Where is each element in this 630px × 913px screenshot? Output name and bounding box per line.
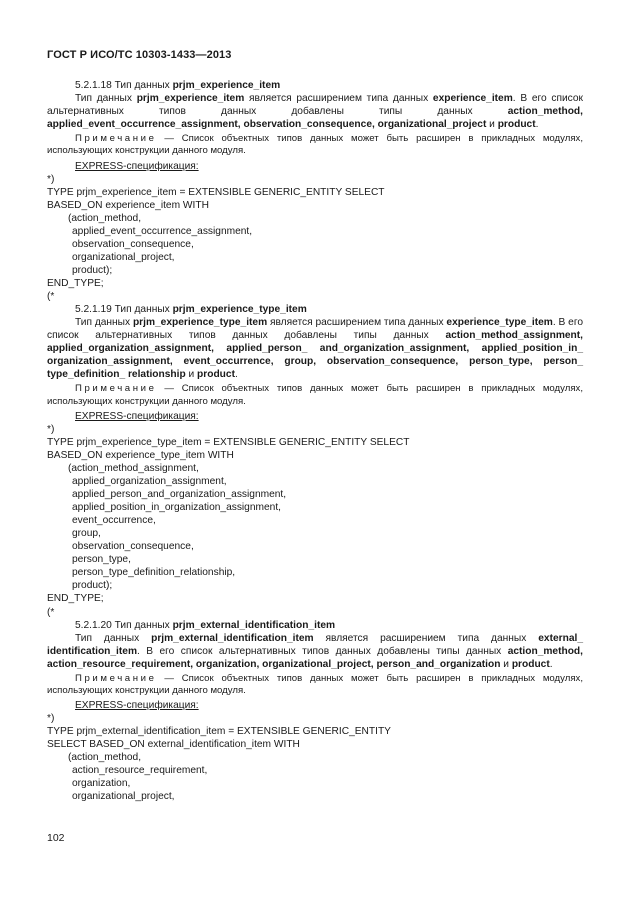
text-run: . В его список альтернативных типов данных добавлены типы данных: [47, 93, 583, 118]
bold-term: experience_item: [432, 93, 513, 105]
code-line: applied_position_in_organization_assignment,: [72, 502, 281, 514]
express-code-block: [47, 173, 583, 303]
note-label: Примечание: [75, 672, 157, 684]
bold-term: prjm_external_identification_item: [151, 632, 314, 644]
section-heading: [47, 79, 583, 92]
code-line: person_type,: [72, 554, 131, 566]
express-spec-label-text: EXPRESS-спецификация:: [75, 160, 199, 172]
document-header: ГОСТ Р ИСО/ТС 10303-1433—2013: [47, 49, 232, 61]
code-line: BASED_ON experience_type_item WITH: [47, 449, 234, 461]
code-line: event_occurrence,: [72, 515, 156, 527]
code-line: organizational_project,: [72, 791, 175, 803]
text-run: является расширением типа данных: [267, 317, 447, 329]
code-line: (action_method_assignment,: [68, 462, 199, 474]
note-text: — Список объектных типов данных может быть расширен в прикладных модулях, использующих конструкции данного модуля.: [47, 133, 583, 157]
text-run: и: [486, 119, 498, 131]
bold-term: action_method_assignment, applied_organization_assignment, applied_person_ and_organization_assignment, applied_position_in_ organization_assignment, event_occurrence, group, observation_consequence, person_type, person_ type_definition_ relationship: [47, 330, 583, 381]
section-heading-name: prjm_external_identification_item: [172, 619, 336, 631]
text-run: Тип данных: [75, 632, 152, 644]
bold-term: action_method, applied_event_occurrence_assignment, observation_consequence, organizational_project: [47, 106, 583, 131]
code-line: TYPE prjm_experience_type_item = EXTENSIBLE GENERIC_ENTITY SELECT: [47, 436, 410, 448]
code-line: product);: [72, 264, 113, 276]
text-run: . В его список альтернативных типов данных добавлены типы данных: [47, 317, 583, 342]
express-spec-label-text: EXPRESS-спецификация:: [75, 700, 199, 712]
code-line: organization,: [72, 778, 131, 790]
bold-term: product: [511, 658, 550, 670]
bold-term: prjm_experience_item: [136, 93, 245, 105]
note-label: Примечание: [75, 383, 157, 395]
document-body: [47, 79, 583, 804]
text-run: и: [185, 369, 198, 381]
express-spec-label: [47, 699, 583, 712]
bold-term: product: [197, 369, 235, 381]
bold-term: action_method, action_resource_requirement, organization, organizational_project, person_and_organization: [47, 645, 583, 670]
note-paragraph: [47, 133, 583, 157]
section-heading: [47, 619, 583, 632]
section-paragraph: [47, 92, 583, 131]
code-line: applied_event_occurrence_assignment,: [72, 225, 253, 237]
text-run: и: [500, 658, 512, 670]
code-line: (*: [47, 291, 55, 303]
code-line: organizational_project,: [72, 251, 175, 263]
code-line: BASED_ON experience_item WITH: [47, 199, 209, 211]
text-run: . В его список альтернативных типов данных добавлены типы данных: [137, 645, 508, 657]
text-run: является расширением типа данных: [244, 93, 433, 105]
note-text: — Список объектных типов данных может быть расширен в прикладных модулях, использующих конструкции данного модуля.: [47, 383, 583, 407]
express-spec-label: [47, 410, 583, 423]
express-spec-label: [47, 160, 583, 173]
section-paragraph: [47, 632, 583, 671]
bold-term: product: [497, 119, 536, 131]
code-line: END_TYPE;: [47, 278, 104, 290]
code-line: (action_method,: [68, 752, 142, 764]
note-text: — Список объектных типов данных может быть расширен в прикладных модулях, использующих конструкции данного модуля.: [47, 672, 583, 696]
text-run: Тип данных: [75, 317, 133, 329]
text-run: Тип данных: [75, 93, 137, 105]
section-heading-number: 5.2.1.19 Тип данных: [75, 304, 173, 316]
text-run: .: [549, 658, 553, 670]
code-line: group,: [72, 528, 101, 540]
bold-term: external_ identification_item: [47, 632, 583, 657]
bold-term: experience_type_item: [446, 317, 553, 329]
note-label: Примечание: [75, 133, 157, 145]
bold-term: prjm_experience_type_item: [132, 317, 268, 329]
section-heading: [47, 303, 583, 316]
section-paragraph: [47, 316, 583, 381]
code-line: product);: [72, 580, 113, 592]
code-line: (*: [47, 606, 55, 618]
code-line: (action_method,: [68, 212, 142, 224]
code-line: *): [47, 423, 55, 435]
code-line: END_TYPE;: [47, 593, 104, 605]
code-line: person_type_definition_relationship,: [72, 567, 236, 579]
code-line: observation_consequence,: [72, 238, 194, 250]
code-line: observation_consequence,: [72, 541, 194, 553]
code-line: action_resource_requirement,: [72, 765, 208, 777]
express-code-block: [47, 423, 583, 619]
section: [47, 619, 583, 804]
code-line: applied_organization_assignment,: [72, 476, 227, 488]
code-line: *): [47, 173, 55, 185]
express-code-block: [47, 712, 583, 803]
page-number: 102: [47, 832, 65, 844]
text-run: .: [234, 369, 238, 381]
code-line: TYPE prjm_experience_item = EXTENSIBLE GENERIC_ENTITY SELECT: [47, 186, 385, 198]
text-run: .: [535, 119, 539, 131]
text-run: является расширением типа данных: [313, 632, 539, 644]
express-spec-label-text: EXPRESS-спецификация:: [75, 410, 199, 422]
note-paragraph: [47, 383, 583, 407]
section-heading-name: prjm_experience_type_item: [172, 304, 307, 316]
section-heading-number: 5.2.1.18 Тип данных: [75, 80, 173, 91]
section-heading-number: 5.2.1.20 Тип данных: [75, 619, 173, 631]
section-heading-name: prjm_experience_item: [172, 80, 281, 91]
code-line: *): [47, 713, 55, 725]
code-line: TYPE prjm_external_identification_item = EXTENSIBLE GENERIC_ENTITY: [47, 726, 391, 738]
note-paragraph: [47, 673, 583, 697]
section: [47, 303, 583, 618]
code-line: SELECT BASED_ON external_identification_item WITH: [47, 739, 300, 751]
section: [47, 79, 583, 303]
code-line: applied_person_and_organization_assignment,: [72, 489, 287, 501]
